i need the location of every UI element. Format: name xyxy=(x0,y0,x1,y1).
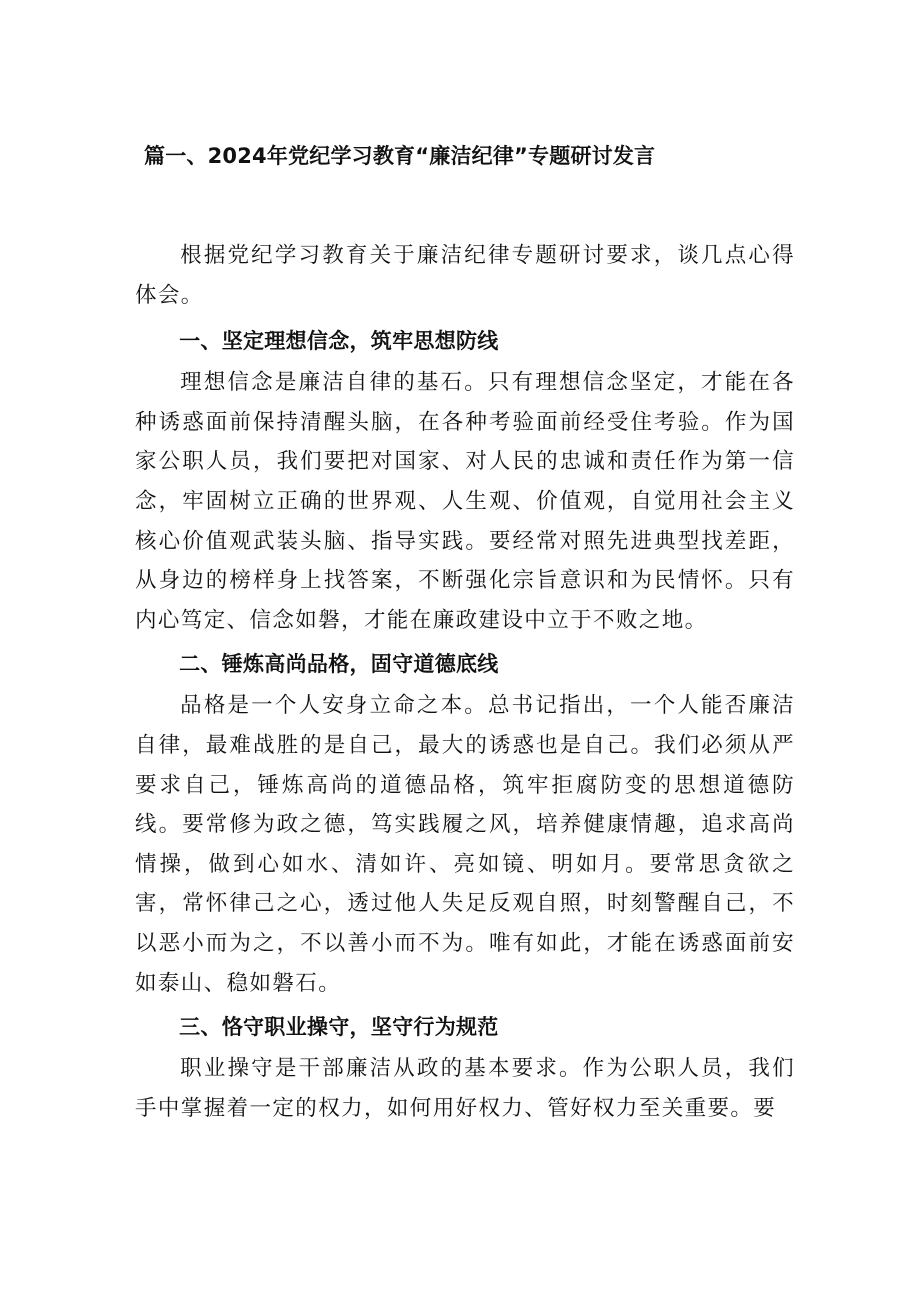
document-body xyxy=(135,236,795,1128)
section-3-heading: 三、恪守职业操守，坚守行为规范 xyxy=(179,1015,499,1040)
section-2-heading: 二、锤炼高尚品格，固守道德底线 xyxy=(179,652,499,677)
section-2-paragraph: 品格是一个人安身立命之本。总书记指出，一个人能否廉洁自律，最难战胜的是自己，最大的诱惑也是自己。我们必须从严要求自己，锤炼高尚的道德品格，筑牢拒腐防变的思想道德防线。要常修为政之德，笃实践履之风，培养健康情趣，追求高尚情操，做到心如水、清如许、亮如镜、明如月。要常思贪欲之害，常怀律己之心，透过他人失足反观自照，时刻警醒自己，不以恶小而为之，不以善小而不为。唯有如此，才能在诱惑面前安如泰山、稳如磐石。 xyxy=(135,693,795,996)
intro-paragraph: 根据党纪学习教育关于廉洁纪律专题研讨要求，谈几点心得体会。 xyxy=(135,243,795,308)
section-1-heading: 一、坚定理想信念，筑牢思想防线 xyxy=(179,329,499,354)
section-1-paragraph: 理想信念是廉洁自律的基石。只有理想信念坚定，才能在各种诱惑面前保持清醒头脑，在各种考验面前经受住考验。作为国家公职人员，我们要把对国家、对人民的忠诚和责任作为第一信念，牢固树立正确的世界观、人生观、价值观，自觉用社会主义核心价值观武装头脑、指导实践。要经常对照先进典型找差距，从身边的榜样身上找答案，不断强化宗旨意识和为民情怀。只有内心笃定、信念如磐，才能在廉政建设中立于不败之地。 xyxy=(135,370,795,633)
section-3-paragraph: 职业操守是干部廉洁从政的基本要求。作为公职人员，我们手中掌握着一定的权力，如何用好权力、管好权力至关重要。要 xyxy=(135,1056,795,1121)
document-title: 篇一、2024年党纪学习教育“廉洁纪律”专题研讨发言 xyxy=(144,144,656,168)
